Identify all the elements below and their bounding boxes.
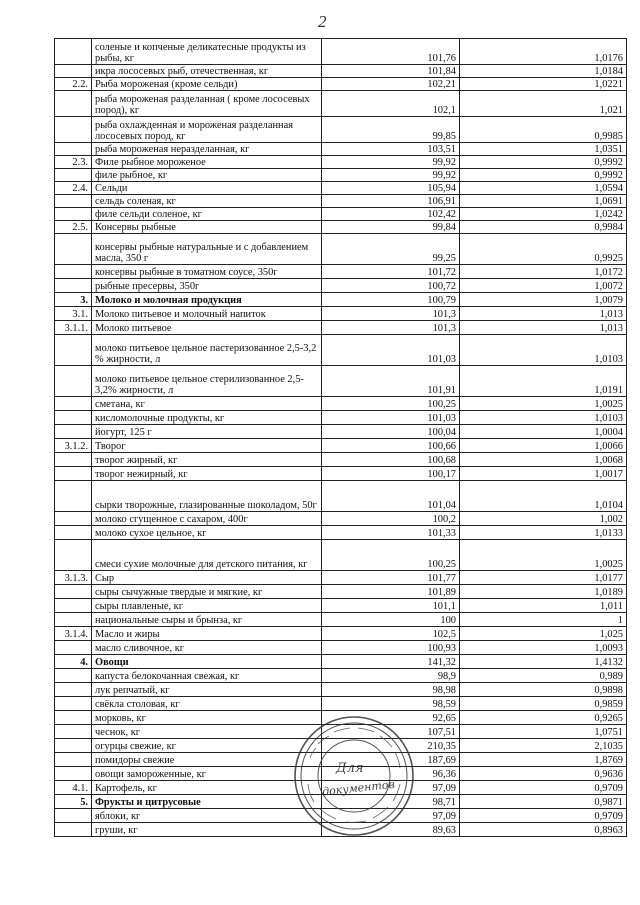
row-index: 102,21 — [322, 78, 460, 91]
row-name: Сельди — [92, 182, 322, 195]
row-index: 100,79 — [322, 293, 460, 307]
row-number — [55, 467, 92, 481]
row-number — [55, 613, 92, 627]
table-row — [55, 613, 627, 627]
table-row — [55, 425, 627, 439]
svg-text:документов: документов — [321, 777, 396, 799]
row-name: смеси сухие молочные для детского питания, кг — [92, 540, 322, 571]
row-name: консервы рыбные натуральные и с добавлением масла, 350 г — [92, 234, 322, 265]
row-number — [55, 366, 92, 397]
row-number: 2.3. — [55, 156, 92, 169]
row-coefficient: 0,9925 — [460, 234, 627, 265]
table-row — [55, 781, 627, 795]
row-coefficient: 1,0242 — [460, 208, 627, 221]
row-index: 100,25 — [322, 540, 460, 571]
row-number — [55, 823, 92, 837]
row-name: чеснок, кг — [92, 725, 322, 739]
row-index: 97,09 — [322, 809, 460, 823]
row-index: 100,93 — [322, 641, 460, 655]
table-row — [55, 725, 627, 739]
row-name: рыба мороженая разделанная ( кроме лососевых пород), кг — [92, 91, 322, 117]
row-index: 92,65 — [322, 711, 460, 725]
table-row — [55, 195, 627, 208]
row-index: 99,92 — [322, 156, 460, 169]
row-number — [55, 453, 92, 467]
row-number — [55, 809, 92, 823]
row-name: яблоки, кг — [92, 809, 322, 823]
table-row — [55, 411, 627, 425]
row-coefficient: 0,8963 — [460, 823, 627, 837]
row-number — [55, 725, 92, 739]
row-index: 107,51 — [322, 725, 460, 739]
row-index: 98,98 — [322, 683, 460, 697]
table-row — [55, 156, 627, 169]
row-coefficient: 0,9992 — [460, 169, 627, 182]
row-name: сметана, кг — [92, 397, 322, 411]
table-row — [55, 293, 627, 307]
row-coefficient: 0,9992 — [460, 156, 627, 169]
row-coefficient: 1,025 — [460, 627, 627, 641]
row-coefficient: 1,013 — [460, 307, 627, 321]
table-row — [55, 795, 627, 809]
row-coefficient: 0,989 — [460, 669, 627, 683]
row-number: 3.1. — [55, 307, 92, 321]
row-name: консервы рыбные в томатном соусе, 350г — [92, 265, 322, 279]
row-coefficient: 1,0068 — [460, 453, 627, 467]
row-name: кисломолочные продукты, кг — [92, 411, 322, 425]
row-number: 4. — [55, 655, 92, 669]
row-number — [55, 425, 92, 439]
row-name: Фрукты и цитрусовые — [92, 795, 322, 809]
row-number — [55, 697, 92, 711]
row-coefficient: 1,002 — [460, 512, 627, 526]
row-name: Филе рыбное мороженое — [92, 156, 322, 169]
row-number: 5. — [55, 795, 92, 809]
row-number — [55, 753, 92, 767]
row-coefficient: 1,0189 — [460, 585, 627, 599]
table-row — [55, 571, 627, 585]
row-index: 89,63 — [322, 823, 460, 837]
table-row — [55, 711, 627, 725]
table-row — [55, 279, 627, 293]
row-index: 101,77 — [322, 571, 460, 585]
row-index: 100,25 — [322, 397, 460, 411]
row-name: молоко питьевое цельное стерилизованное 2,5-3,2% жирности, л — [92, 366, 322, 397]
row-name: сельдь соленая, кг — [92, 195, 322, 208]
row-index: 105,94 — [322, 182, 460, 195]
row-coefficient: 2,1035 — [460, 739, 627, 753]
row-coefficient: 0,9984 — [460, 221, 627, 234]
row-name: молоко сгущенное с сахаром, 400г — [92, 512, 322, 526]
row-name: Масло и жиры — [92, 627, 322, 641]
row-number — [55, 335, 92, 366]
row-coefficient: 1,011 — [460, 599, 627, 613]
row-index: 102,5 — [322, 627, 460, 641]
row-index: 101,1 — [322, 599, 460, 613]
row-name: Картофель, кг — [92, 781, 322, 795]
row-number — [55, 397, 92, 411]
table-row — [55, 655, 627, 669]
row-number — [55, 195, 92, 208]
row-index: 99,25 — [322, 234, 460, 265]
row-number: 2.2. — [55, 78, 92, 91]
row-index: 101,91 — [322, 366, 460, 397]
table-row — [55, 143, 627, 156]
row-name: Молоко и молочная продукция — [92, 293, 322, 307]
row-name: сыры сычужные твердые и мягкие, кг — [92, 585, 322, 599]
row-name: капуста белокочанная свежая, кг — [92, 669, 322, 683]
table-row — [55, 823, 627, 837]
row-coefficient: 1,0025 — [460, 540, 627, 571]
table-row — [55, 753, 627, 767]
row-index: 101,03 — [322, 411, 460, 425]
row-coefficient: 1,0221 — [460, 78, 627, 91]
row-index: 103,51 — [322, 143, 460, 156]
row-name: йогурт, 125 г — [92, 425, 322, 439]
row-coefficient: 1,8769 — [460, 753, 627, 767]
table-row — [55, 599, 627, 613]
row-number — [55, 279, 92, 293]
row-name: рыба мороженая неразделанная, кг — [92, 143, 322, 156]
svg-text:Для: Для — [336, 761, 364, 776]
row-name: свёкла столовая, кг — [92, 697, 322, 711]
row-index: 99,85 — [322, 117, 460, 143]
row-index: 100,17 — [322, 467, 460, 481]
row-coefficient: 1,0079 — [460, 293, 627, 307]
row-index: 99,92 — [322, 169, 460, 182]
row-name: творог жирный, кг — [92, 453, 322, 467]
table-row — [55, 182, 627, 195]
row-index: 101,3 — [322, 321, 460, 335]
row-index: 98,59 — [322, 697, 460, 711]
row-name: морковь, кг — [92, 711, 322, 725]
row-coefficient: 0,9265 — [460, 711, 627, 725]
row-name: сыры плавленые, кг — [92, 599, 322, 613]
table-row — [55, 683, 627, 697]
row-coefficient: 0,9709 — [460, 809, 627, 823]
row-name: молоко питьевое цельное пастеризованное 2,5-3,2 % жирности, л — [92, 335, 322, 366]
row-number: 2.5. — [55, 221, 92, 234]
row-name: творог нежирный, кг — [92, 467, 322, 481]
table-row — [55, 439, 627, 453]
row-name: Молоко питьевое и молочный напиток — [92, 307, 322, 321]
row-coefficient: 0,9985 — [460, 117, 627, 143]
row-number — [55, 683, 92, 697]
row-name: молоко сухое цельное, кг — [92, 526, 322, 540]
row-number — [55, 512, 92, 526]
table-row — [55, 397, 627, 411]
table-row — [55, 540, 627, 571]
table-row — [55, 117, 627, 143]
row-coefficient: 1,0066 — [460, 439, 627, 453]
row-index: 101,76 — [322, 39, 460, 65]
row-index: 106,91 — [322, 195, 460, 208]
table-row — [55, 627, 627, 641]
row-coefficient: 1,0177 — [460, 571, 627, 585]
row-number — [55, 739, 92, 753]
table-row — [55, 669, 627, 683]
row-coefficient: 1,0025 — [460, 397, 627, 411]
row-coefficient: 0,9898 — [460, 683, 627, 697]
row-index: 101,72 — [322, 265, 460, 279]
row-index: 97,09 — [322, 781, 460, 795]
table-row — [55, 265, 627, 279]
table-row — [55, 481, 627, 512]
table-row — [55, 526, 627, 540]
row-name: Рыба мороженая (кроме сельди) — [92, 78, 322, 91]
row-name: огурцы свежие, кг — [92, 739, 322, 753]
table-row — [55, 321, 627, 335]
row-name: помидоры свежие — [92, 753, 322, 767]
row-number — [55, 481, 92, 512]
row-number: 2.4. — [55, 182, 92, 195]
row-index: 101,84 — [322, 65, 460, 78]
row-index: 101,3 — [322, 307, 460, 321]
row-coefficient: 1,0072 — [460, 279, 627, 293]
table-row — [55, 65, 627, 78]
row-coefficient: 1,0017 — [460, 467, 627, 481]
row-number: 3. — [55, 293, 92, 307]
table-row — [55, 809, 627, 823]
table-row — [55, 335, 627, 366]
row-coefficient: 1,021 — [460, 91, 627, 117]
row-name: икра лососевых рыб, отечественная, кг — [92, 65, 322, 78]
row-index: 210,35 — [322, 739, 460, 753]
row-number — [55, 234, 92, 265]
row-number — [55, 208, 92, 221]
row-number — [55, 143, 92, 156]
page-number: 2 — [318, 12, 327, 31]
row-number — [55, 585, 92, 599]
row-coefficient: 1,0351 — [460, 143, 627, 156]
table-row — [55, 91, 627, 117]
row-coefficient: 0,9871 — [460, 795, 627, 809]
row-name: Овощи — [92, 655, 322, 669]
table-row — [55, 366, 627, 397]
row-number — [55, 711, 92, 725]
row-index: 98,71 — [322, 795, 460, 809]
row-index: 101,33 — [322, 526, 460, 540]
row-number — [55, 117, 92, 143]
row-coefficient: 1,0103 — [460, 411, 627, 425]
row-index: 101,89 — [322, 585, 460, 599]
row-index: 141,32 — [322, 655, 460, 669]
row-coefficient: 0,9636 — [460, 767, 627, 781]
table-row — [55, 585, 627, 599]
row-number — [55, 526, 92, 540]
table-row — [55, 208, 627, 221]
row-index: 100,72 — [322, 279, 460, 293]
row-number — [55, 169, 92, 182]
row-number — [55, 411, 92, 425]
row-index: 100,04 — [322, 425, 460, 439]
row-number: 4.1. — [55, 781, 92, 795]
row-index: 100,68 — [322, 453, 460, 467]
row-coefficient: 1,0191 — [460, 366, 627, 397]
row-coefficient: 1,0103 — [460, 335, 627, 366]
row-index: 96,36 — [322, 767, 460, 781]
row-name: Консервы рыбные — [92, 221, 322, 234]
table-row — [55, 767, 627, 781]
row-number: 3.1.1. — [55, 321, 92, 335]
row-number — [55, 39, 92, 65]
row-coefficient: 1,0104 — [460, 481, 627, 512]
row-coefficient: 1 — [460, 613, 627, 627]
row-number — [55, 767, 92, 781]
table-row — [55, 221, 627, 234]
row-number — [55, 599, 92, 613]
row-coefficient: 1,4132 — [460, 655, 627, 669]
row-index: 101,03 — [322, 335, 460, 366]
table-row — [55, 641, 627, 655]
row-coefficient: 1,0004 — [460, 425, 627, 439]
row-name: сырки творожные, глазированные шоколадом, 50г — [92, 481, 322, 512]
row-index: 102,1 — [322, 91, 460, 117]
row-number: 3.1.3. — [55, 571, 92, 585]
row-name: Молоко питьевое — [92, 321, 322, 335]
table-row — [55, 39, 627, 65]
row-coefficient: 1,0751 — [460, 725, 627, 739]
row-index: 99,84 — [322, 221, 460, 234]
row-index: 102,42 — [322, 208, 460, 221]
row-index: 100,66 — [322, 439, 460, 453]
row-name: Творог — [92, 439, 322, 453]
row-index: 187,69 — [322, 753, 460, 767]
row-name: овощи замороженные, кг — [92, 767, 322, 781]
table-row — [55, 467, 627, 481]
row-name: филе рыбное, кг — [92, 169, 322, 182]
row-number — [55, 641, 92, 655]
row-coefficient: 1,0093 — [460, 641, 627, 655]
row-number — [55, 540, 92, 571]
price-index-table — [54, 38, 627, 837]
row-name: национальные сыры и брынза, кг — [92, 613, 322, 627]
row-name: соленые и копченые деликатесные продукты из рыбы, кг — [92, 39, 322, 65]
row-coefficient: 0,9859 — [460, 697, 627, 711]
row-coefficient: 1,0691 — [460, 195, 627, 208]
table-row — [55, 307, 627, 321]
table-row — [55, 739, 627, 753]
row-name: масло сливочное, кг — [92, 641, 322, 655]
row-name: рыба охлажденная и мороженая разделанная лососевых пород, кг — [92, 117, 322, 143]
row-coefficient: 1,0172 — [460, 265, 627, 279]
row-coefficient: 1,0133 — [460, 526, 627, 540]
row-name: Сыр — [92, 571, 322, 585]
row-coefficient: 1,013 — [460, 321, 627, 335]
row-name: филе сельди соленое, кг — [92, 208, 322, 221]
table-row — [55, 234, 627, 265]
row-index: 101,04 — [322, 481, 460, 512]
row-index: 98,9 — [322, 669, 460, 683]
row-coefficient: 0,9709 — [460, 781, 627, 795]
table-row — [55, 697, 627, 711]
table-row — [55, 78, 627, 91]
table-row — [55, 453, 627, 467]
row-coefficient: 1,0184 — [460, 65, 627, 78]
row-index: 100 — [322, 613, 460, 627]
row-name: рыбные пресервы, 350г — [92, 279, 322, 293]
row-name: лук репчатый, кг — [92, 683, 322, 697]
row-index: 100,2 — [322, 512, 460, 526]
row-number: 3.1.4. — [55, 627, 92, 641]
row-number — [55, 65, 92, 78]
row-number: 3.1.2. — [55, 439, 92, 453]
row-coefficient: 1,0594 — [460, 182, 627, 195]
table-row — [55, 512, 627, 526]
row-number — [55, 91, 92, 117]
row-coefficient: 1,0176 — [460, 39, 627, 65]
row-number — [55, 265, 92, 279]
row-name: груши, кг — [92, 823, 322, 837]
row-number — [55, 669, 92, 683]
table-row — [55, 169, 627, 182]
